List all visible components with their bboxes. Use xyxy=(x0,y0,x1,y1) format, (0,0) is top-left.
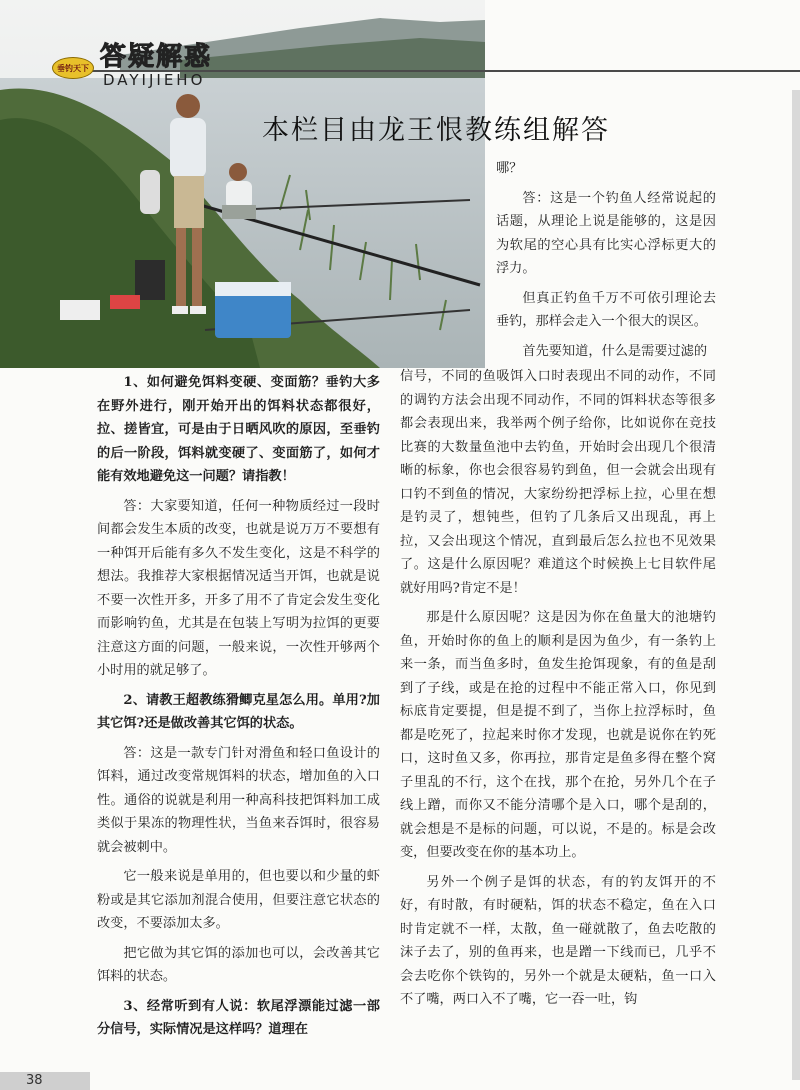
page-number: 38 xyxy=(0,1072,90,1090)
answer-paragraph: 把它做为其它饵的添加也可以，会改善其它饵料的状态。 xyxy=(97,945,380,984)
column-logo: 垂钓天下 xyxy=(52,57,94,79)
answer-paragraph: 信号，不同的鱼吸饵入口时表现出不同的动作，不同的调钓方法会出现不同动作，不同的饵料状态等很多都会表现出来，我举两个例子给你，比如说你在竞技比赛的大数量鱼池中去钓鱼，开始时会出现几个很清晰的标象，你也会很容易钓到鱼，但一会就会出现有口钓不到鱼的情况，大家纷纷把浮标上拉，心里在想是钓灵了，想钝些，但钓了几条后又出现乱，再上拉，又会出现这个情况，直到最后怎么拉也不见效果了。这是什么原因呢？难道这个时候换上七目软件尾就好用吗?肯定不是！ xyxy=(400,369,716,596)
right-column-top xyxy=(496,157,716,363)
question-paragraph: 3、经常听到有人说：软尾浮漂能过滤一部分信号，实际情况是这样吗？道理在 xyxy=(97,998,380,1037)
answer-paragraph: 哪？ xyxy=(496,161,523,176)
answer-paragraph: 答：这是一个钓鱼人经常说起的话题，从理论上说是能够的，这是因为软尾的空心具有比实心浮标更大的浮力。 xyxy=(496,190,716,276)
left-column xyxy=(97,371,380,1042)
page-edge xyxy=(792,90,800,1080)
answer-paragraph: 首先要知道，什么是需要过滤的 xyxy=(522,343,708,359)
question-paragraph: 2、请教王超教练猾鲫克星怎么用。单用?加其它饵?还是做改善其它饵的状态。 xyxy=(97,692,380,731)
answer-paragraph: 另外一个例子是饵的状态，有的钓友饵开的不好，有时散，有时硬粘，饵的状态不稳定，鱼在入口时肯定就不一样，太散，鱼一碰就散了，鱼去吃散的沫子去了，别的鱼再来，也是蹭一下线而已，几乎不会去吃你个铁钩的，另外一个就是太硬粘，鱼一口入不了嘴，两口入不了嘴，它一吞一吐，钩 xyxy=(400,874,716,1007)
column-banner: 本栏目由龙王恨教练组解答 xyxy=(262,115,610,146)
answer-paragraph: 但真正钓鱼千万不可依引理论去垂钓，那样会走入一个很大的误区。 xyxy=(496,290,716,329)
answer-paragraph: 答：大家要知道，任何一种物质经过一段时间都会发生本质的改变，也就是说万万不要想有一种饵开后能有多久不发生变化，这是不科学的想法。我推荐大家根据情况适当开饵，也就是说不要一次性开多，开多了用不了肯定会发生变化而影响钓鱼，尤其是在包装上写明为拉饵的更要注意这方面的问题，一般来说，一次性开够两个小时用的就足够了。 xyxy=(97,498,380,678)
section-title: 答疑解惑 xyxy=(100,42,213,72)
answer-paragraph: 那是什么原因呢？这是因为你在鱼量大的池塘钓鱼，开始时你的鱼上的顺利是因为鱼少，有一条钓上来一条，而当鱼多时，鱼发生抢饵现象，有的鱼是刮到了子线，或是在抢的过程中不能正常入口，你见到标底肯定要提，但是提不到了，当你上拉浮标时，鱼都是吃死了，拉起来时你才发现，也就是说你在钓死口，这时鱼又多，你再拉，那肯定是鱼多得在整个窝子里乱的不行，这个在找，那个在抢，另外几个在子线上蹭，而你又不能分清哪个是入口，哪个是刮的，就会想是不是标的问题，可以说，不是的。标是会改变，但要改变在你的基本功上。 xyxy=(400,610,716,860)
answer-paragraph: 答：这是一款专门针对滑鱼和轻口鱼设计的饵料，通过改变常规饵料的状态，增加鱼的入口性。通俗的说就是利用一种高科技把饵料加工成类似于果冻的物理性状，当鱼来吞饵时，很容易就会被刺中。 xyxy=(97,745,380,855)
question-paragraph: 1、如何避免饵料变硬、变面筋？垂钓大多在野外进行，刚开始开出的饵料状态都很好，拉、搓皆宜，可是由于日晒风吹的原因，至垂钓的后一阶段，饵料就变硬了、变面筋了，如何才能有效地避免这一问题？请指教！ xyxy=(97,375,380,484)
right-column-bottom xyxy=(400,365,716,1012)
answer-paragraph: 它一般来说是单用的，但也要以和少量的虾粉或是其它添加剂混合使用，但要注意它状态的改变，不要添加太多。 xyxy=(97,869,380,931)
section-subtitle: DAYIJIEHO xyxy=(103,71,206,89)
fishing-photo xyxy=(0,0,485,368)
